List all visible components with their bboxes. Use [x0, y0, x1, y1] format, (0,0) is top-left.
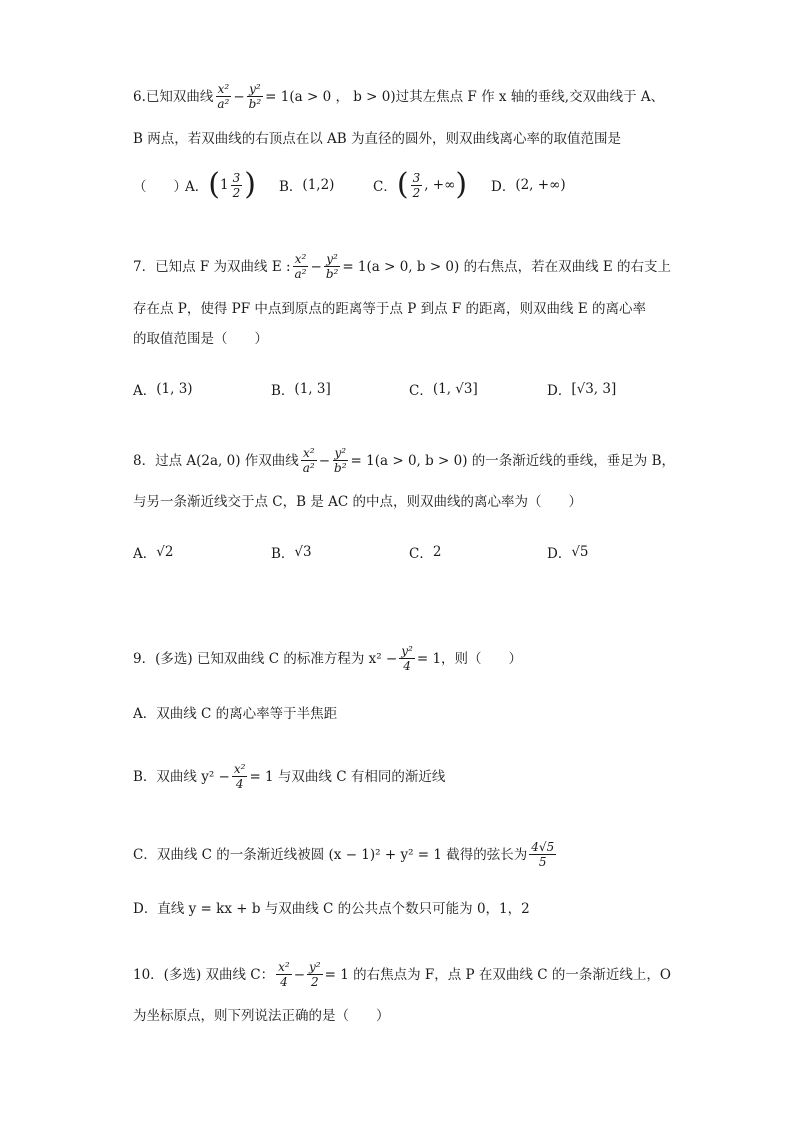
q6-options: （ ） A． ( 1 $\frac{3}{2}$ ) B． (1,2) C． ( $\frac{3}{2}$ , +∞ ) D． (2, +∞) — [133, 167, 566, 202]
q9-option-c: C．双曲线 C 的一条渐近线被圆 (x − 1)² + y² = 1 截得的弦长为 $\frac{4√5}{5}$ — [133, 840, 555, 869]
q8-option-a: A． √2 — [133, 544, 174, 562]
q10-line1: 10．(多选) 双曲线 C： $\frac{\text{x²}}{4}$ − $\frac{\text{y²}}{2}$ = 1 的右焦点为 F，点 P 在双曲线 C 的一条渐近线上，O — [133, 960, 671, 989]
q6-rest: = 1(a > 0 ， b > 0)过其左焦点 F 作 x 轴的垂线,交双曲线于 A、 — [265, 88, 665, 105]
q8-option-b: B． √3 — [271, 544, 312, 562]
q7-option-c: C． (1, √3] — [409, 381, 478, 399]
q8-option-c: C． 2 — [409, 544, 442, 562]
q8-line2: 与另一条渐近线交于点 C，B 是 AC 的中点，则双曲线的离心率为（ ） — [133, 494, 582, 510]
q9-option-a: A．双曲线 C 的离心率等于半焦距 — [133, 706, 338, 722]
q7-line2: 存在点 P，使得 PF 中点到原点的距离等于点 P 到点 F 的距离，则双曲线 E 的离心率 — [133, 301, 646, 317]
q7-line1: 7．已知点 F 为双曲线 E : $\frac{\text{x²}}{\text{a²}}$ − $\frac{\text{y²}}{\text{b²}}$ = 1(a > 0, b > 0) 的右焦点，若在双曲线 E 的右支上 — [133, 252, 672, 281]
q8-option-d: D． √5 — [547, 544, 589, 562]
q6-prefix: 6.已知双曲线 — [133, 88, 214, 105]
q6-line1: 6.已知双曲线 $\frac{\text{x²}}{\text{a²}}$ − $\frac{\text{y²}}{\text{b²}}$ = 1(a > 0 ， b > 0)过其左焦点 F 作 x 轴的垂线,交双曲线于 A、 — [133, 82, 665, 111]
q7-option-b: B． (1, 3] — [271, 381, 331, 399]
q6-option-a: A． ( 1 $\frac{3}{2}$ ) — [185, 167, 256, 202]
q10-line2: 为坐标原点，则下列说法正确的是（ ） — [133, 1008, 390, 1024]
q6-option-b: B． (1,2) — [279, 177, 335, 195]
q7-option-a: A． (1, 3) — [133, 381, 193, 399]
q6-line2: B 两点，若双曲线的右顶点在以 AB 为直径的圆外，则双曲线离心率的取值范围是 — [133, 131, 621, 147]
q7-line3: 的取值范围是（ ） — [133, 331, 268, 347]
q8-options — [133, 541, 693, 563]
q6-option-d: D． (2, +∞) — [491, 177, 566, 195]
q6-frac2: $\frac{\text{y²}}{\text{b²}}$ — [248, 82, 262, 111]
q6-option-c: C． ( $\frac{3}{2}$ , +∞ ) — [373, 167, 468, 202]
q7-options — [133, 378, 693, 400]
q7-option-d: D． [√3, 3] — [547, 381, 617, 399]
q6-frac1: $\frac{\text{x²}}{\text{a²}}$ — [217, 82, 230, 111]
q9-line1: 9．(多选) 已知双曲线 C 的标准方程为 x² − $\frac{\text{y²}}{4}$ = 1，则（ ） — [133, 644, 523, 673]
q8-line1: 8．过点 A(2a, 0) 作双曲线 $\frac{\text{x²}}{\text{a²}}$ − $\frac{\text{y²}}{\text{b²}}$ = 1(a > 0, b > 0) 的一条渐近线的垂线，垂足为 B， — [133, 446, 676, 475]
q9-option-d: D．直线 y = kx + b 与双曲线 C 的公共点个数只可能为 0，1，2 — [133, 901, 530, 917]
q9-option-b: B．双曲线 y² − $\frac{\text{x²}}{4}$ = 1 与双曲线 C 有相同的渐近线 — [133, 762, 446, 791]
